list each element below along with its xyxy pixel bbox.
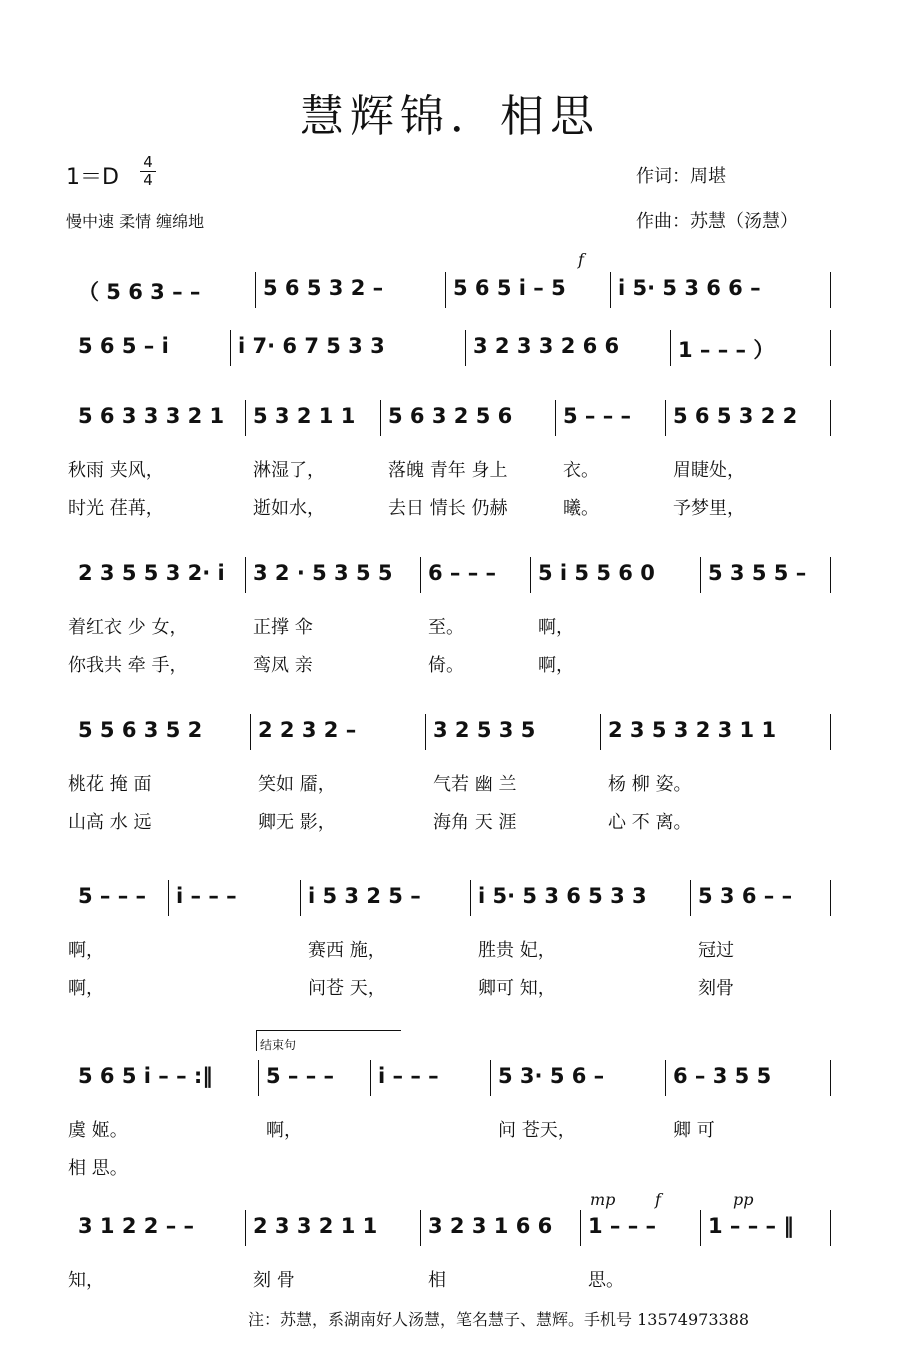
measure-notes: 5 6 3 3 3 2 1 — [78, 404, 225, 428]
measure-notes: 5 3 2 1 1 — [253, 404, 356, 428]
barline — [370, 1060, 371, 1096]
lyric-segment: 冠过 — [698, 940, 734, 961]
dynamic-pp: pp — [733, 1190, 754, 1209]
measure-notes: 5 6 3 2 5 6 — [388, 404, 513, 428]
lyric-segment: 卿可 知， — [478, 978, 556, 999]
barline — [255, 272, 256, 308]
measure-notes: i – – – — [378, 1064, 439, 1088]
measure-notes: 5 – – – — [266, 1064, 335, 1088]
barline — [830, 880, 831, 916]
lyric-segment: 落魄 青年 身上 — [388, 460, 508, 481]
barline — [230, 330, 231, 366]
lyric-segment: 啊， — [68, 978, 104, 999]
measure-notes: 5 – – – — [78, 884, 147, 908]
barline — [555, 400, 556, 436]
measure-notes: 5 6 5 i – 5 — [453, 276, 566, 300]
measure-notes: i 5 3 2 5 – — [308, 884, 421, 908]
barline — [580, 1210, 581, 1246]
key-signature: 1＝D — [66, 165, 119, 190]
measure-notes: i 5· 5 3 6 6 – — [618, 276, 761, 300]
measure-notes: 3 1 2 2 – – — [78, 1214, 195, 1238]
lyric-segment: 胜贵 妃， — [478, 940, 556, 961]
lyric-segment: 至。 — [428, 617, 464, 638]
lyric-segment: 心 不 离。 — [608, 812, 692, 833]
measure-notes: 5 6 5 3 2 – — [263, 276, 384, 300]
lyric-segment: 正撑 伞 — [253, 617, 313, 638]
dynamic-forte: f — [578, 250, 584, 269]
measure-notes: 5 3· 5 6 – — [498, 1064, 605, 1088]
lyric-segment: 衣。 — [563, 460, 599, 481]
barline — [530, 557, 531, 593]
lyric-segment: 赛西 施， — [308, 940, 386, 961]
barline — [245, 557, 246, 593]
lyric-segment: 着红衣 少 女， — [68, 617, 188, 638]
barline — [830, 272, 831, 308]
barline — [830, 1210, 831, 1246]
measure-notes: 1 – – – — [588, 1214, 657, 1238]
measure-notes: 5 6 5 – i — [78, 334, 169, 358]
barline — [700, 557, 701, 593]
barline — [250, 714, 251, 750]
barline — [830, 1060, 831, 1096]
barline — [465, 330, 466, 366]
barline — [610, 272, 611, 308]
lyric-segment: 相 思。 — [68, 1158, 128, 1179]
lyric-segment: 逝如水， — [253, 498, 325, 519]
measure-notes: 3 2 5 3 5 — [433, 718, 536, 742]
barline — [258, 1060, 259, 1096]
measure-notes: 5 – – – — [563, 404, 632, 428]
lyric-segment: 眉睫处， — [673, 460, 745, 481]
measure-notes: i 5· 5 3 6 5 3 3 — [478, 884, 647, 908]
lyric-segment: 啊， — [266, 1120, 302, 1141]
measure-notes: i – – – — [176, 884, 237, 908]
lyric-segment: 予梦里， — [673, 498, 745, 519]
lyric-segment: 啊， — [68, 940, 104, 961]
tempo-marking: 慢中速 柔情 缠绵地 — [66, 212, 205, 231]
composer-credit: 作曲：苏慧（汤慧） — [636, 211, 798, 232]
lyric-segment: 思。 — [588, 1270, 624, 1291]
barline — [300, 880, 301, 916]
lyric-segment: 海角 天 涯 — [433, 812, 517, 833]
measure-notes: 5 5 6 3 5 2 — [78, 718, 203, 742]
barline — [830, 714, 831, 750]
measure-notes: 2 2 3 2 – — [258, 718, 357, 742]
dynamic-f: f — [655, 1190, 661, 1209]
barline — [600, 714, 601, 750]
lyric-segment: 刻 骨 — [253, 1270, 295, 1291]
footnote: 注：苏慧，系湖南好人汤慧，笔名慧子、慧辉。手机号 13574973388 — [248, 1310, 750, 1329]
lyric-segment: 杨 柳 姿。 — [608, 774, 692, 795]
measure-notes: 3 2 3 1 6 6 — [428, 1214, 553, 1238]
barline — [245, 400, 246, 436]
barline — [470, 880, 471, 916]
measure-notes: 5 6 5 3 2 2 — [673, 404, 798, 428]
lyric-segment: 倚。 — [428, 655, 464, 676]
lyric-segment: 卿无 影， — [258, 812, 336, 833]
lyric-segment: 山高 水 远 — [68, 812, 152, 833]
lyric-segment: 淋湿了， — [253, 460, 325, 481]
barline — [168, 880, 169, 916]
measure-notes: 5 6 5 i – – :‖ — [78, 1064, 213, 1088]
lyric-segment: 啊， — [538, 617, 574, 638]
barline — [830, 557, 831, 593]
barline — [380, 400, 381, 436]
barline — [670, 330, 671, 366]
lyricist-credit: 作词：周堪 — [636, 166, 726, 187]
time-signature — [140, 155, 156, 188]
measure-notes: 2 3 5 5 3 2· i — [78, 561, 225, 585]
measure-notes: 1 – – – ） — [678, 338, 775, 362]
lyric-segment: 相 — [428, 1270, 446, 1291]
measure-notes: 5 3 6 – – — [698, 884, 793, 908]
lyric-segment: 你我共 牵 手， — [68, 655, 188, 676]
barline — [690, 880, 691, 916]
barline — [700, 1210, 701, 1246]
time-signature-bottom: 4 — [143, 171, 153, 189]
measure-notes: 3 2 · 5 3 5 5 — [253, 561, 393, 585]
lyric-segment: 桃花 掩 面 — [68, 774, 152, 795]
measure-notes: 6 – – – — [428, 561, 497, 585]
lyric-segment: 问 苍天， — [498, 1120, 576, 1141]
lyric-segment: 曦。 — [563, 498, 599, 519]
lyric-segment: 气若 幽 兰 — [433, 774, 517, 795]
measure-notes: 3 2 3 3 2 6 6 — [473, 334, 620, 358]
measure-notes: i 7· 6 7 5 3 3 — [238, 334, 385, 358]
lyric-segment: 知， — [68, 1270, 104, 1291]
page-title: 慧辉锦．相思 — [300, 91, 600, 142]
measure-notes: 2 3 3 2 1 1 — [253, 1214, 378, 1238]
lyric-segment: 刻骨 — [698, 978, 734, 999]
barline — [830, 330, 831, 366]
barline — [425, 714, 426, 750]
measure-notes: 1 – – – ‖ — [708, 1214, 794, 1238]
barline — [420, 1210, 421, 1246]
measure-notes: 5 i 5 5 6 0 — [538, 561, 655, 585]
barline — [445, 272, 446, 308]
barline — [245, 1210, 246, 1246]
lyric-segment: 啊， — [538, 655, 574, 676]
barline — [830, 400, 831, 436]
lyric-segment: 鸾凤 亲 — [253, 655, 313, 676]
measure-notes: 2 3 5 3 2 3 1 1 — [608, 718, 777, 742]
measure-notes: 6 – 3 5 5 — [673, 1064, 772, 1088]
barline — [490, 1060, 491, 1096]
lyric-segment: 卿 可 — [673, 1120, 715, 1141]
lyric-segment: 去日 情长 仍赫 — [388, 498, 508, 519]
lyric-segment: 笑如 靥， — [258, 774, 336, 795]
lyric-segment: 时光 荏苒， — [68, 498, 164, 519]
lyric-segment: 问苍 天， — [308, 978, 386, 999]
lyric-segment: 虞 姬。 — [68, 1120, 128, 1141]
barline — [665, 400, 666, 436]
barline — [420, 557, 421, 593]
measure-notes: （ 5 6 3 – – — [78, 280, 201, 304]
time-signature-top: 4 — [143, 153, 153, 171]
ending-label: 结束句 — [260, 1038, 297, 1052]
measure-notes: 5 3 5 5 – — [708, 561, 807, 585]
barline — [665, 1060, 666, 1096]
dynamic-mp: mp — [590, 1190, 616, 1209]
lyric-segment: 秋雨 夹风， — [68, 460, 164, 481]
